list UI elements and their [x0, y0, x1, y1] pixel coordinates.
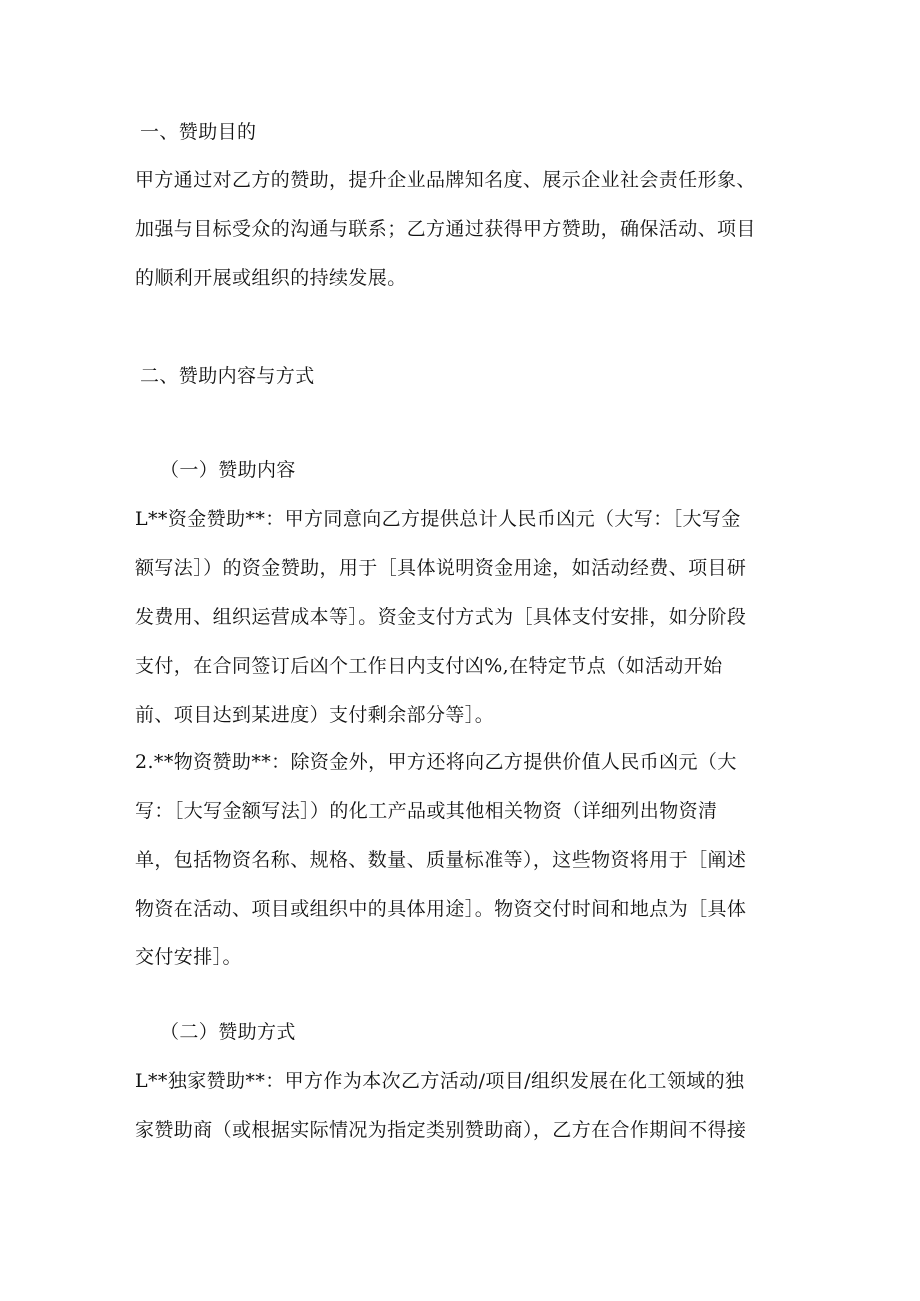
section-2-heading: 二、赞助内容与方式	[140, 365, 315, 387]
paragraph-line: 家赞助商（或根据实际情况为指定类别赞助商），乙方在合作期间不得接	[135, 1119, 747, 1141]
paragraph-line: 甲方通过对乙方的赞助，提升企业品牌知名度、展示企业社会责任形象、	[135, 169, 756, 191]
paragraph-line: 写：［大写金额写法］）的化工产品或其他相关物资（详细列出物资清	[135, 800, 718, 822]
subsection-2-heading: （二）赞助方式	[160, 1021, 296, 1043]
paragraph-line: 发费用、组织运营成本等］。资金支付方式为［具体支付安排，如分阶段	[135, 606, 747, 628]
paragraph-line: 加强与目标受众的沟通与联系；乙方通过获得甲方赞助，确保活动、项目	[135, 218, 756, 240]
subsection-1-heading: （一）赞助内容	[160, 459, 296, 481]
paragraph-line: 的顺利开展或组织的持续发展。	[135, 267, 407, 289]
paragraph-line: 物资在活动、项目或组织中的具体用途］。物资交付时间和地点为［具体	[135, 898, 747, 920]
paragraph-line: L**资金赞助**：甲方同意向乙方提供总计人民币凶元（大写：［大写金	[135, 508, 741, 530]
paragraph-line: 交付安排］。	[135, 946, 242, 968]
paragraph-line: 前、项目达到某进度）支付剩余部分等］。	[135, 704, 495, 726]
paragraph-line: L**独家赞助**：甲方作为本次乙方活动/项目/组织发展在化工领域的独	[135, 1070, 745, 1092]
section-1-heading: 一、赞助目的	[140, 121, 257, 143]
paragraph-line: 额写法］）的资金赞助，用于［具体说明资金用途，如活动经费、项目研	[135, 557, 747, 579]
paragraph-line: 2.**物资赞助**：除资金外，甲方还将向乙方提供价值人民币凶元（大	[135, 751, 737, 773]
paragraph-line: 单，包括物资名称、规格、数量、质量标准等），这些物资将用于［阐述	[135, 849, 747, 871]
paragraph-line: 支付，在合同签订后凶个工作日内支付凶%,在特定节点（如活动开始	[135, 655, 723, 677]
